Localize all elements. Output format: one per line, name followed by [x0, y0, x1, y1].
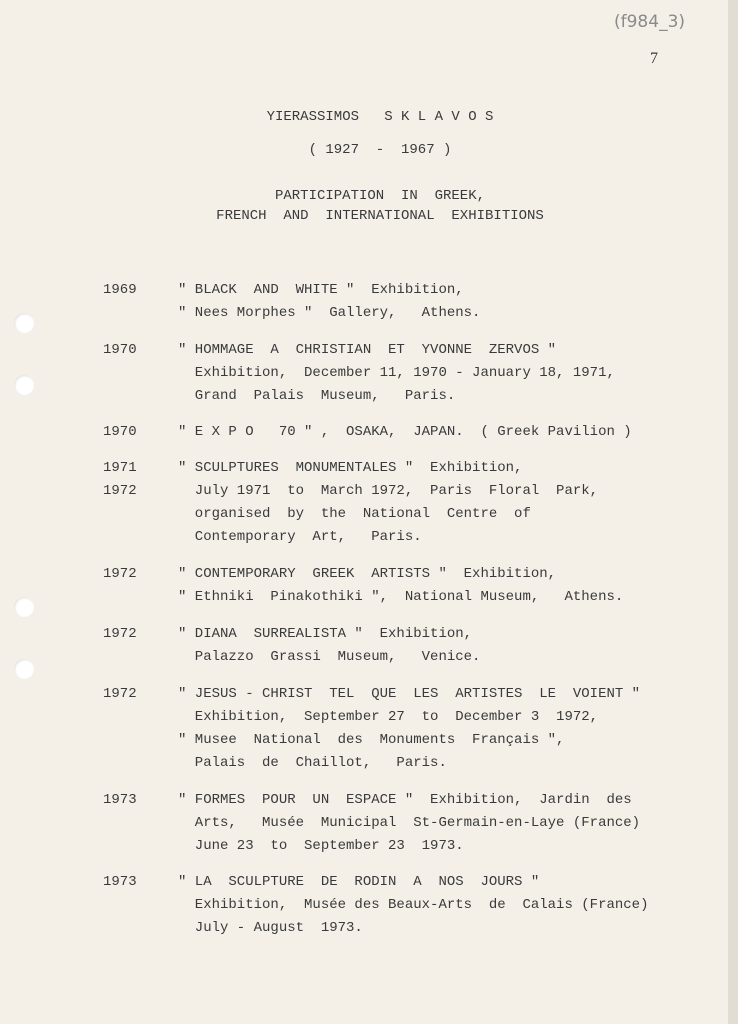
entry-line: Palazzo Grassi Museum, Venice. [178, 649, 481, 665]
entry-line: Exhibition, December 11, 1970 - January 18, 1971, [178, 365, 615, 381]
entry-description [178, 421, 632, 444]
entry-line: " CONTEMPORARY GREEK ARTISTS " Exhibition, [178, 566, 557, 582]
entry-line: July - August 1973. [178, 920, 363, 936]
entry-line: June 23 to September 23 1973. [178, 838, 464, 854]
entry-year: 1972 [103, 626, 137, 642]
entry-description [178, 563, 623, 609]
entry-description [178, 623, 480, 669]
subtitle-line-1: PARTICIPATION IN GREEK, [274, 188, 486, 204]
punch-hole [14, 375, 34, 395]
entry-line: Exhibition, September 27 to December 3 1972, [178, 709, 599, 725]
handwritten-annotation: (f984_3) [614, 12, 686, 32]
entry-year: 1972 [103, 566, 137, 582]
entry-description [178, 279, 480, 325]
punch-hole [14, 659, 34, 679]
entry-line: Grand Palais Museum, Paris. [178, 388, 456, 404]
entry-line: " JESUS - CHRIST TEL QUE LES ARTISTES LE VOIENT " [178, 686, 641, 702]
entry-line: " FORMES POUR UN ESPACE " Exhibition, Jardin des [178, 792, 632, 808]
entry-line: July 1971 to March 1972, Paris Floral Park, [178, 483, 599, 499]
entry-line: " DIANA SURREALISTA " Exhibition, [178, 626, 473, 642]
entry-year: 1970 [103, 424, 137, 440]
entry-description [178, 339, 615, 408]
entry-year: 1973 [103, 874, 137, 890]
entry-year: 1970 [103, 342, 137, 358]
entry-line: Arts, Musée Municipal St-Germain-en-Laye (France) [178, 815, 641, 831]
entry-description [178, 683, 640, 775]
entry-description [178, 871, 648, 940]
entry-year: 1972 [103, 686, 137, 702]
entry-line: " Nees Morphes " Gallery, Athens. [178, 305, 481, 321]
entry-line: " BLACK AND WHITE " Exhibition, [178, 282, 464, 298]
entry-line: " LA SCULPTURE DE RODIN A NOS JOURS " [178, 874, 540, 890]
entry-line: Contemporary Art, Paris. [178, 529, 422, 545]
document-title: YIERASSIMOS S K L A V O S [266, 109, 494, 125]
entry-line: " Musee National des Monuments Français ", [178, 732, 565, 748]
entry-line: " Ethniki Pinakothiki ", National Museum, Athens. [178, 589, 624, 605]
entry-year: 1973 [103, 792, 137, 808]
punch-hole [14, 597, 34, 617]
entry-year: 1971 1972 [103, 460, 137, 499]
subtitle-line-2: FRENCH AND INTERNATIONAL EXHIBITIONS [216, 208, 544, 224]
entry-line: organised by the National Centre of [178, 506, 531, 522]
entry-description [178, 789, 640, 858]
entry-line: " HOMMAGE A CHRISTIAN ET YVONNE ZERVOS " [178, 342, 557, 358]
entry-line: Exhibition, Musée des Beaux-Arts de Calais (France) [178, 897, 649, 913]
entry-line: " SCULPTURES MONUMENTALES " Exhibition, [178, 460, 523, 476]
entry-line: Palais de Chaillot, Paris. [178, 755, 447, 771]
entry-line: " E X P O 70 " , OSAKA, JAPAN. ( Greek Pavilion ) [178, 424, 632, 440]
entry-description [178, 457, 598, 549]
punch-hole [14, 313, 34, 333]
page-number: 7 [650, 50, 658, 67]
entry-year: 1969 [103, 282, 137, 298]
life-dates: ( 1927 - 1967 ) [308, 142, 452, 158]
